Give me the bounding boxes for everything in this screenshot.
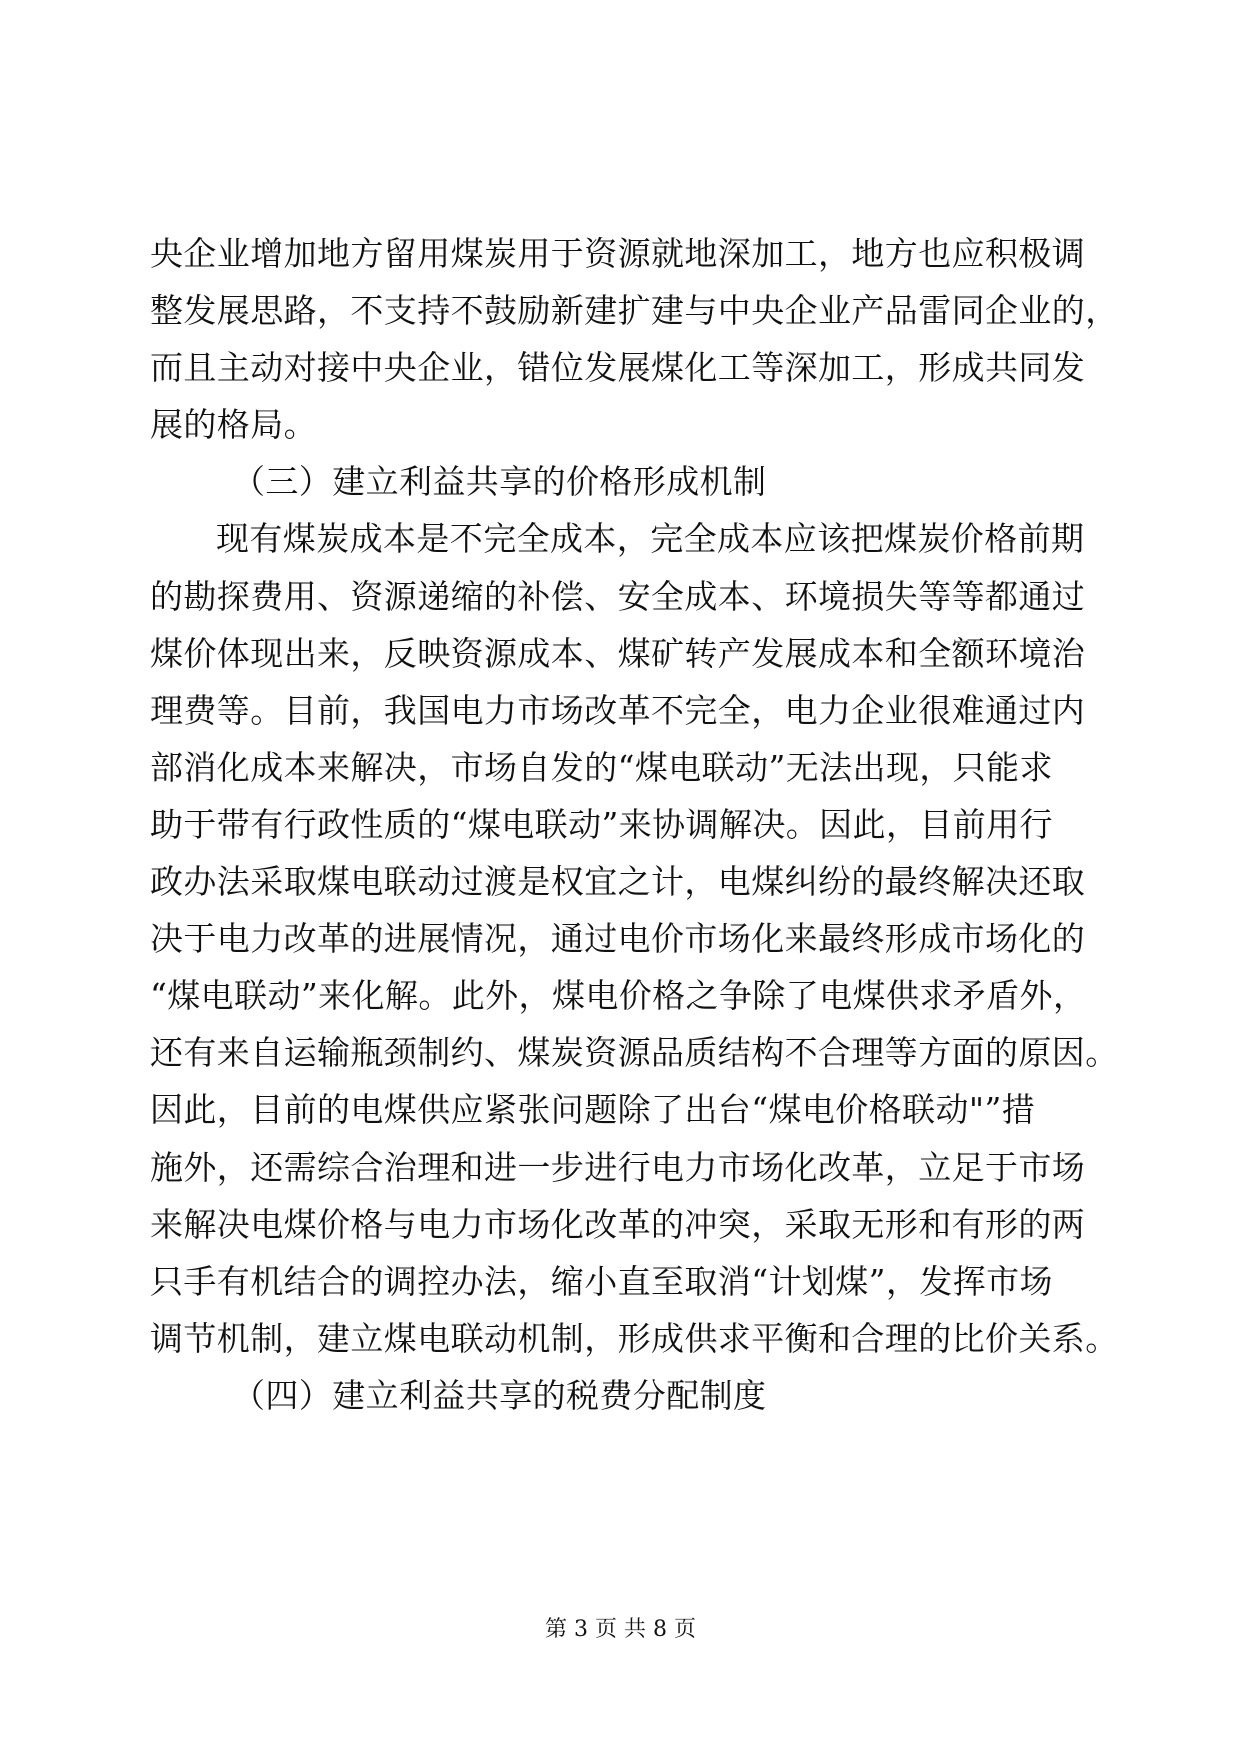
text-line: 调节机制，建立煤电联动机制，形成供求平衡和合理的比价关系。 [150,1318,1119,1358]
page-footer: 第 3 页 共 8 页 [545,1617,696,1642]
text-line: 而且主动对接中央企业，错位发展煤化工等深加工，形成共同发 [150,348,1086,388]
text-line: 展的格局。 [150,405,317,445]
text-line: 还有来自运输瓶颈制约、煤炭资源品质结构不合理等方面的原因。 [150,1033,1119,1073]
text-line: 来解决电煤价格与电力市场化改革的冲突，采取无形和有形的两 [150,1204,1086,1244]
text-line: 只手有机结合的调控办法，缩小直至取消“计划煤”，发挥市场 [150,1261,1053,1301]
section-heading: （三）建立利益共享的价格形成机制 [232,462,767,502]
text-line: 煤价体现出来，反映资源成本、煤矿转产发展成本和全额环境治 [150,633,1086,673]
text-line: 整发展思路，不支持不鼓励新建扩建与中央企业产品雷同企业的， [150,291,1119,331]
text-line: 施外，还需综合治理和进一步进行电力市场化改革，立足于市场 [150,1147,1086,1187]
text-line: 决于电力改革的进展情况，通过电价市场化来最终形成市场化的 [150,919,1086,959]
text-line: 现有煤炭成本是不完全成本，完全成本应该把煤炭价格前期 [216,519,1085,559]
section-heading: （四）建立利益共享的税费分配制度 [232,1375,767,1415]
text-line: 助于带有行政性质的“煤电联动”来协调解决。因此，目前用行 [150,804,1053,844]
document-body [150,225,1119,1424]
text-line: 政办法采取煤电联动过渡是权宜之计，电煤纠纷的最终解决还取 [150,862,1086,902]
text-line: “煤电联动”来化解。此外，煤电价格之争除了电煤供求矛盾外， [150,976,1087,1016]
text-line: 央企业增加地方留用煤炭用于资源就地深加工，地方也应积极调 [150,234,1086,273]
text-line: 的勘探费用、资源递缩的补偿、安全成本、环境损失等等都通过 [150,576,1086,616]
text-line: 因此，目前的电煤供应紧张问题除了出台“煤电价格联动"”措 [150,1090,1036,1130]
text-line: 理费等。目前，我国电力市场改革不完全，电力企业很难通过内 [150,690,1086,730]
text-line: 部消化成本来解决，市场自发的“煤电联动”无法出现，只能求 [150,747,1053,787]
